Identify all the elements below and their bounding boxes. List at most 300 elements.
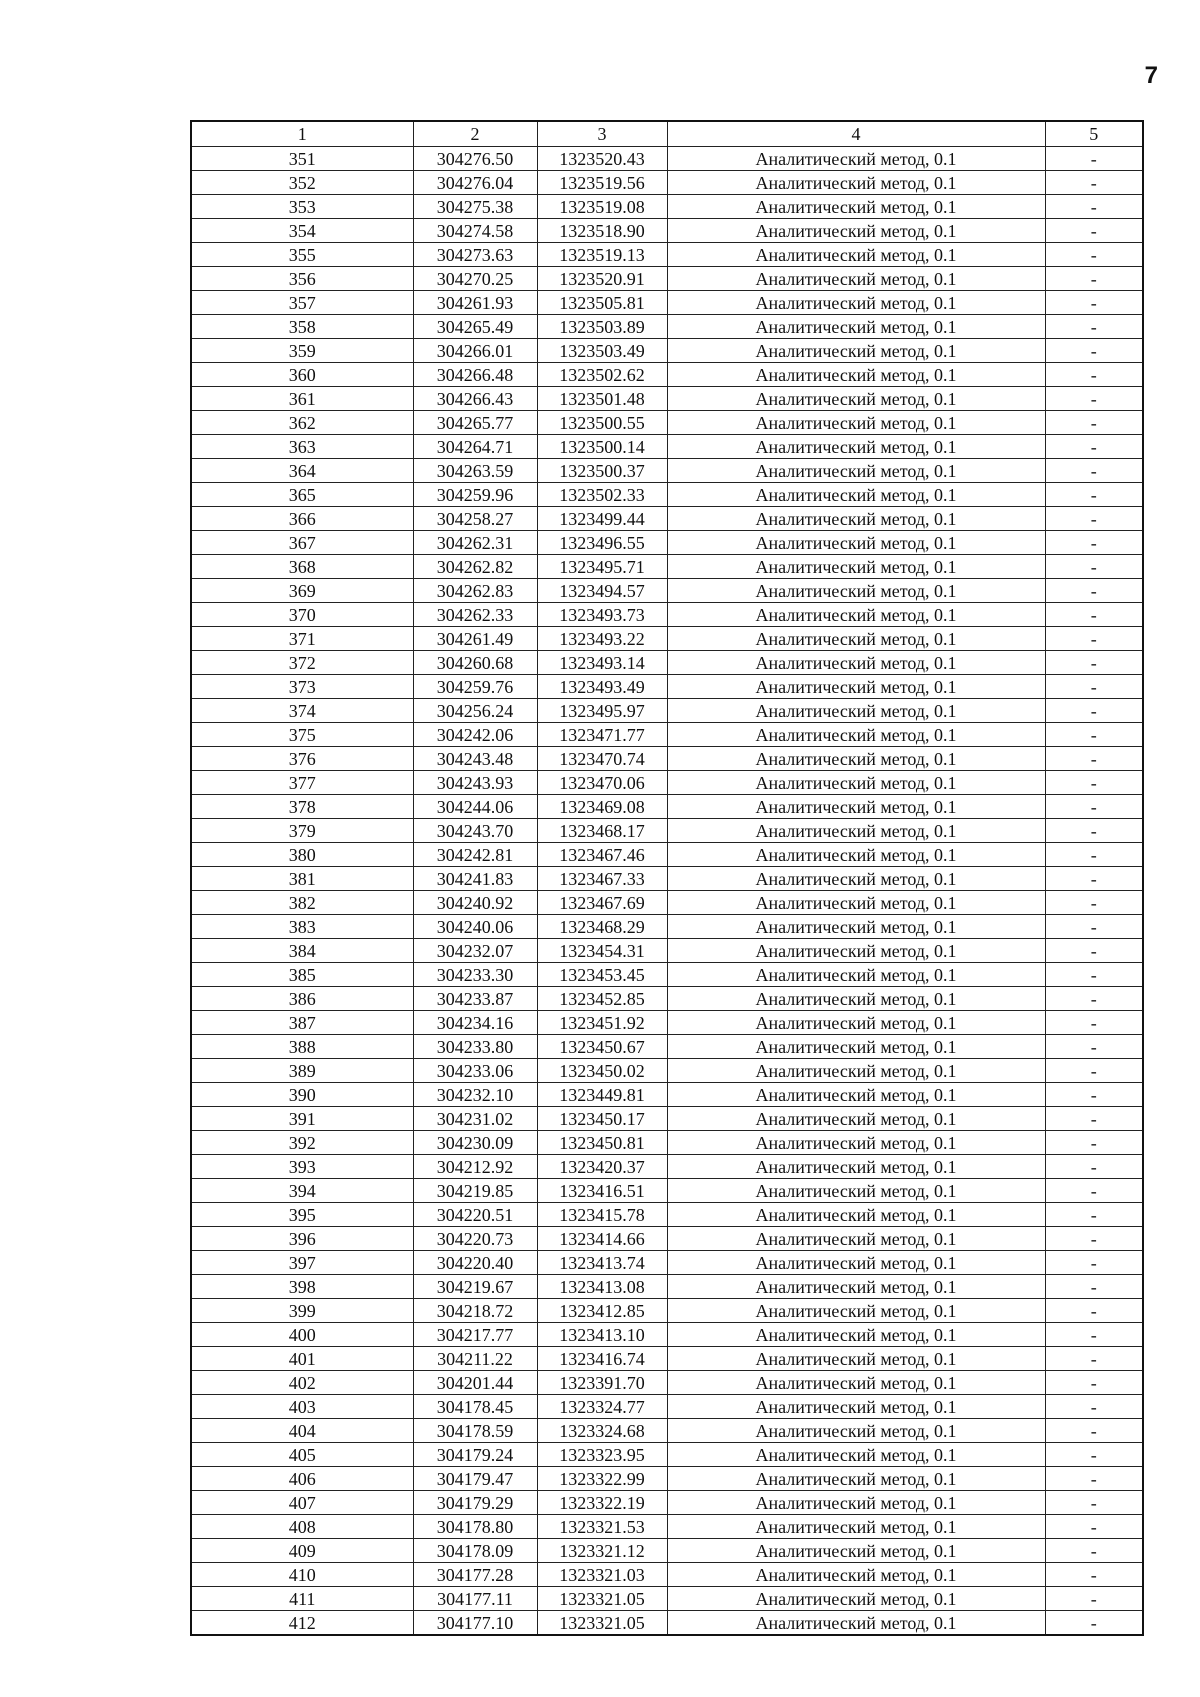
- note-cell: -: [1045, 1419, 1143, 1443]
- table-row: [191, 1323, 1143, 1347]
- note-cell: -: [1045, 291, 1143, 315]
- y-coordinate-cell: 1323321.03: [537, 1563, 667, 1587]
- table-row: [191, 723, 1143, 747]
- x-coordinate-cell: 304263.59: [413, 459, 537, 483]
- table-row: [191, 291, 1143, 315]
- note-cell: -: [1045, 1299, 1143, 1323]
- point-number-cell: 355: [191, 243, 413, 267]
- x-coordinate-cell: 304275.38: [413, 195, 537, 219]
- method-cell: Аналитический метод, 0.1: [667, 291, 1045, 315]
- note-cell: -: [1045, 939, 1143, 963]
- y-coordinate-cell: 1323452.85: [537, 987, 667, 1011]
- x-coordinate-cell: 304274.58: [413, 219, 537, 243]
- note-cell: -: [1045, 267, 1143, 291]
- method-cell: Аналитический метод, 0.1: [667, 1467, 1045, 1491]
- x-coordinate-cell: 304218.72: [413, 1299, 537, 1323]
- point-number-cell: 383: [191, 915, 413, 939]
- y-coordinate-cell: 1323471.77: [537, 723, 667, 747]
- note-cell: -: [1045, 315, 1143, 339]
- x-coordinate-cell: 304262.31: [413, 531, 537, 555]
- method-cell: Аналитический метод, 0.1: [667, 1371, 1045, 1395]
- x-coordinate-cell: 304259.76: [413, 675, 537, 699]
- method-cell: Аналитический метод, 0.1: [667, 483, 1045, 507]
- method-cell: Аналитический метод, 0.1: [667, 459, 1045, 483]
- point-number-cell: 381: [191, 867, 413, 891]
- table-row: [191, 1275, 1143, 1299]
- method-cell: Аналитический метод, 0.1: [667, 435, 1045, 459]
- column-header: 5: [1045, 121, 1143, 147]
- table-row: [191, 1371, 1143, 1395]
- table-row: [191, 675, 1143, 699]
- y-coordinate-cell: 1323502.62: [537, 363, 667, 387]
- x-coordinate-cell: 304259.96: [413, 483, 537, 507]
- y-coordinate-cell: 1323520.91: [537, 267, 667, 291]
- x-coordinate-cell: 304270.25: [413, 267, 537, 291]
- method-cell: Аналитический метод, 0.1: [667, 339, 1045, 363]
- x-coordinate-cell: 304264.71: [413, 435, 537, 459]
- y-coordinate-cell: 1323493.73: [537, 603, 667, 627]
- point-number-cell: 402: [191, 1371, 413, 1395]
- x-coordinate-cell: 304260.68: [413, 651, 537, 675]
- x-coordinate-cell: 304265.49: [413, 315, 537, 339]
- point-number-cell: 410: [191, 1563, 413, 1587]
- x-coordinate-cell: 304242.81: [413, 843, 537, 867]
- method-cell: Аналитический метод, 0.1: [667, 1611, 1045, 1636]
- note-cell: -: [1045, 147, 1143, 171]
- y-coordinate-cell: 1323496.55: [537, 531, 667, 555]
- x-coordinate-cell: 304233.06: [413, 1059, 537, 1083]
- note-cell: -: [1045, 627, 1143, 651]
- point-number-cell: 380: [191, 843, 413, 867]
- table-row: [191, 1347, 1143, 1371]
- y-coordinate-cell: 1323413.74: [537, 1251, 667, 1275]
- table-row: [191, 1299, 1143, 1323]
- point-number-cell: 406: [191, 1467, 413, 1491]
- point-number-cell: 400: [191, 1323, 413, 1347]
- point-number-cell: 403: [191, 1395, 413, 1419]
- table-row: [191, 915, 1143, 939]
- method-cell: Аналитический метод, 0.1: [667, 747, 1045, 771]
- table-row: [191, 747, 1143, 771]
- x-coordinate-cell: 304242.06: [413, 723, 537, 747]
- y-coordinate-cell: 1323450.17: [537, 1107, 667, 1131]
- y-coordinate-cell: 1323413.10: [537, 1323, 667, 1347]
- x-coordinate-cell: 304234.16: [413, 1011, 537, 1035]
- y-coordinate-cell: 1323322.19: [537, 1491, 667, 1515]
- method-cell: Аналитический метод, 0.1: [667, 195, 1045, 219]
- x-coordinate-cell: 304261.93: [413, 291, 537, 315]
- x-coordinate-cell: 304211.22: [413, 1347, 537, 1371]
- note-cell: -: [1045, 1611, 1143, 1636]
- method-cell: Аналитический метод, 0.1: [667, 1035, 1045, 1059]
- x-coordinate-cell: 304177.10: [413, 1611, 537, 1636]
- y-coordinate-cell: 1323495.71: [537, 555, 667, 579]
- y-coordinate-cell: 1323414.66: [537, 1227, 667, 1251]
- y-coordinate-cell: 1323494.57: [537, 579, 667, 603]
- table-row: [191, 387, 1143, 411]
- table-row: [191, 483, 1143, 507]
- x-coordinate-cell: 304266.01: [413, 339, 537, 363]
- note-cell: -: [1045, 1371, 1143, 1395]
- note-cell: -: [1045, 507, 1143, 531]
- note-cell: -: [1045, 1467, 1143, 1491]
- point-number-cell: 408: [191, 1515, 413, 1539]
- note-cell: -: [1045, 1179, 1143, 1203]
- table-row: [191, 963, 1143, 987]
- y-coordinate-cell: 1323416.74: [537, 1347, 667, 1371]
- note-cell: -: [1045, 867, 1143, 891]
- y-coordinate-cell: 1323499.44: [537, 507, 667, 531]
- x-coordinate-cell: 304266.43: [413, 387, 537, 411]
- column-header: 3: [537, 121, 667, 147]
- x-coordinate-cell: 304178.09: [413, 1539, 537, 1563]
- x-coordinate-cell: 304276.04: [413, 171, 537, 195]
- table-row: [191, 1443, 1143, 1467]
- x-coordinate-cell: 304243.48: [413, 747, 537, 771]
- x-coordinate-cell: 304232.10: [413, 1083, 537, 1107]
- y-coordinate-cell: 1323519.56: [537, 171, 667, 195]
- y-coordinate-cell: 1323321.05: [537, 1587, 667, 1611]
- point-number-cell: 409: [191, 1539, 413, 1563]
- table-row: [191, 1011, 1143, 1035]
- x-coordinate-cell: 304179.47: [413, 1467, 537, 1491]
- note-cell: -: [1045, 795, 1143, 819]
- note-cell: -: [1045, 1227, 1143, 1251]
- x-coordinate-cell: 304178.45: [413, 1395, 537, 1419]
- method-cell: Аналитический метод, 0.1: [667, 315, 1045, 339]
- note-cell: -: [1045, 1347, 1143, 1371]
- method-cell: Аналитический метод, 0.1: [667, 963, 1045, 987]
- note-cell: -: [1045, 1083, 1143, 1107]
- method-cell: Аналитический метод, 0.1: [667, 1395, 1045, 1419]
- x-coordinate-cell: 304212.92: [413, 1155, 537, 1179]
- note-cell: -: [1045, 243, 1143, 267]
- x-coordinate-cell: 304178.59: [413, 1419, 537, 1443]
- x-coordinate-cell: 304220.40: [413, 1251, 537, 1275]
- method-cell: Аналитический метод, 0.1: [667, 1251, 1045, 1275]
- point-number-cell: 397: [191, 1251, 413, 1275]
- y-coordinate-cell: 1323321.12: [537, 1539, 667, 1563]
- y-coordinate-cell: 1323503.89: [537, 315, 667, 339]
- y-coordinate-cell: 1323500.14: [537, 435, 667, 459]
- point-number-cell: 371: [191, 627, 413, 651]
- x-coordinate-cell: 304231.02: [413, 1107, 537, 1131]
- method-cell: Аналитический метод, 0.1: [667, 1107, 1045, 1131]
- x-coordinate-cell: 304262.83: [413, 579, 537, 603]
- note-cell: -: [1045, 651, 1143, 675]
- method-cell: Аналитический метод, 0.1: [667, 1299, 1045, 1323]
- point-number-cell: 362: [191, 411, 413, 435]
- note-cell: -: [1045, 1491, 1143, 1515]
- method-cell: Аналитический метод, 0.1: [667, 507, 1045, 531]
- point-number-cell: 388: [191, 1035, 413, 1059]
- note-cell: -: [1045, 1131, 1143, 1155]
- y-coordinate-cell: 1323467.69: [537, 891, 667, 915]
- y-coordinate-cell: 1323502.33: [537, 483, 667, 507]
- x-coordinate-cell: 304220.51: [413, 1203, 537, 1227]
- point-number-cell: 375: [191, 723, 413, 747]
- column-header: 2: [413, 121, 537, 147]
- point-number-cell: 369: [191, 579, 413, 603]
- point-number-cell: 353: [191, 195, 413, 219]
- x-coordinate-cell: 304265.77: [413, 411, 537, 435]
- point-number-cell: 387: [191, 1011, 413, 1035]
- y-coordinate-cell: 1323420.37: [537, 1155, 667, 1179]
- point-number-cell: 405: [191, 1443, 413, 1467]
- note-cell: -: [1045, 1323, 1143, 1347]
- note-cell: -: [1045, 411, 1143, 435]
- method-cell: Аналитический метод, 0.1: [667, 171, 1045, 195]
- note-cell: -: [1045, 1395, 1143, 1419]
- y-coordinate-cell: 1323493.22: [537, 627, 667, 651]
- note-cell: -: [1045, 819, 1143, 843]
- table-row: [191, 147, 1143, 171]
- table-header-row: [191, 121, 1143, 147]
- method-cell: Аналитический метод, 0.1: [667, 795, 1045, 819]
- y-coordinate-cell: 1323453.45: [537, 963, 667, 987]
- y-coordinate-cell: 1323468.17: [537, 819, 667, 843]
- table-row: [191, 1035, 1143, 1059]
- point-number-cell: 356: [191, 267, 413, 291]
- method-cell: Аналитический метод, 0.1: [667, 771, 1045, 795]
- table-row: [191, 1467, 1143, 1491]
- note-cell: -: [1045, 363, 1143, 387]
- x-coordinate-cell: 304217.77: [413, 1323, 537, 1347]
- note-cell: -: [1045, 1203, 1143, 1227]
- point-number-cell: 354: [191, 219, 413, 243]
- page-number: 7: [1144, 62, 1158, 89]
- y-coordinate-cell: 1323467.46: [537, 843, 667, 867]
- point-number-cell: 357: [191, 291, 413, 315]
- table-row: [191, 219, 1143, 243]
- y-coordinate-cell: 1323413.08: [537, 1275, 667, 1299]
- table-row: [191, 1587, 1143, 1611]
- table-row: [191, 795, 1143, 819]
- point-number-cell: 372: [191, 651, 413, 675]
- note-cell: -: [1045, 1011, 1143, 1035]
- note-cell: -: [1045, 771, 1143, 795]
- table-row: [191, 1107, 1143, 1131]
- method-cell: Аналитический метод, 0.1: [667, 531, 1045, 555]
- table-row: [191, 579, 1143, 603]
- y-coordinate-cell: 1323450.02: [537, 1059, 667, 1083]
- point-number-cell: 391: [191, 1107, 413, 1131]
- method-cell: Аналитический метод, 0.1: [667, 843, 1045, 867]
- note-cell: -: [1045, 531, 1143, 555]
- table-row: [191, 459, 1143, 483]
- point-number-cell: 368: [191, 555, 413, 579]
- method-cell: Аналитический метод, 0.1: [667, 363, 1045, 387]
- note-cell: -: [1045, 1107, 1143, 1131]
- method-cell: Аналитический метод, 0.1: [667, 915, 1045, 939]
- x-coordinate-cell: 304243.93: [413, 771, 537, 795]
- y-coordinate-cell: 1323324.77: [537, 1395, 667, 1419]
- method-cell: Аналитический метод, 0.1: [667, 867, 1045, 891]
- note-cell: -: [1045, 1035, 1143, 1059]
- y-coordinate-cell: 1323500.37: [537, 459, 667, 483]
- method-cell: Аналитический метод, 0.1: [667, 1059, 1045, 1083]
- note-cell: -: [1045, 1515, 1143, 1539]
- table-row: [191, 771, 1143, 795]
- table-row: [191, 843, 1143, 867]
- method-cell: Аналитический метод, 0.1: [667, 627, 1045, 651]
- point-number-cell: 392: [191, 1131, 413, 1155]
- method-cell: Аналитический метод, 0.1: [667, 555, 1045, 579]
- note-cell: -: [1045, 1443, 1143, 1467]
- y-coordinate-cell: 1323450.81: [537, 1131, 667, 1155]
- point-number-cell: 385: [191, 963, 413, 987]
- x-coordinate-cell: 304233.30: [413, 963, 537, 987]
- method-cell: Аналитический метод, 0.1: [667, 147, 1045, 171]
- table-row: [191, 435, 1143, 459]
- y-coordinate-cell: 1323323.95: [537, 1443, 667, 1467]
- x-coordinate-cell: 304178.80: [413, 1515, 537, 1539]
- y-coordinate-cell: 1323324.68: [537, 1419, 667, 1443]
- table-row: [191, 1395, 1143, 1419]
- note-cell: -: [1045, 1275, 1143, 1299]
- y-coordinate-cell: 1323321.53: [537, 1515, 667, 1539]
- table-row: [191, 939, 1143, 963]
- table-row: [191, 1515, 1143, 1539]
- point-number-cell: 374: [191, 699, 413, 723]
- method-cell: Аналитический метод, 0.1: [667, 1419, 1045, 1443]
- table-row: [191, 1155, 1143, 1179]
- point-number-cell: 361: [191, 387, 413, 411]
- y-coordinate-cell: 1323467.33: [537, 867, 667, 891]
- x-coordinate-cell: 304262.33: [413, 603, 537, 627]
- method-cell: Аналитический метод, 0.1: [667, 1587, 1045, 1611]
- method-cell: Аналитический метод, 0.1: [667, 1179, 1045, 1203]
- x-coordinate-cell: 304240.92: [413, 891, 537, 915]
- point-number-cell: 407: [191, 1491, 413, 1515]
- x-coordinate-cell: 304179.29: [413, 1491, 537, 1515]
- table-row: [191, 531, 1143, 555]
- method-cell: Аналитический метод, 0.1: [667, 1563, 1045, 1587]
- note-cell: -: [1045, 219, 1143, 243]
- method-cell: Аналитический метод, 0.1: [667, 699, 1045, 723]
- point-number-cell: 390: [191, 1083, 413, 1107]
- x-coordinate-cell: 304243.70: [413, 819, 537, 843]
- y-coordinate-cell: 1323451.92: [537, 1011, 667, 1035]
- x-coordinate-cell: 304177.11: [413, 1587, 537, 1611]
- note-cell: -: [1045, 603, 1143, 627]
- y-coordinate-cell: 1323505.81: [537, 291, 667, 315]
- table-row: [191, 1251, 1143, 1275]
- point-number-cell: 359: [191, 339, 413, 363]
- method-cell: Аналитический метод, 0.1: [667, 675, 1045, 699]
- method-cell: Аналитический метод, 0.1: [667, 939, 1045, 963]
- method-cell: Аналитический метод, 0.1: [667, 1515, 1045, 1539]
- point-number-cell: 394: [191, 1179, 413, 1203]
- y-coordinate-cell: 1323519.13: [537, 243, 667, 267]
- table-row: [191, 363, 1143, 387]
- table-row: [191, 195, 1143, 219]
- method-cell: Аналитический метод, 0.1: [667, 723, 1045, 747]
- table-row: [191, 1059, 1143, 1083]
- x-coordinate-cell: 304220.73: [413, 1227, 537, 1251]
- x-coordinate-cell: 304230.09: [413, 1131, 537, 1155]
- note-cell: -: [1045, 579, 1143, 603]
- point-number-cell: 396: [191, 1227, 413, 1251]
- method-cell: Аналитический метод, 0.1: [667, 1539, 1045, 1563]
- x-coordinate-cell: 304233.80: [413, 1035, 537, 1059]
- method-cell: Аналитический метод, 0.1: [667, 891, 1045, 915]
- table-row: [191, 651, 1143, 675]
- table-row: [191, 171, 1143, 195]
- note-cell: -: [1045, 483, 1143, 507]
- y-coordinate-cell: 1323493.49: [537, 675, 667, 699]
- point-number-cell: 373: [191, 675, 413, 699]
- method-cell: Аналитический метод, 0.1: [667, 1323, 1045, 1347]
- y-coordinate-cell: 1323468.29: [537, 915, 667, 939]
- y-coordinate-cell: 1323503.49: [537, 339, 667, 363]
- note-cell: -: [1045, 1155, 1143, 1179]
- x-coordinate-cell: 304258.27: [413, 507, 537, 531]
- y-coordinate-cell: 1323500.55: [537, 411, 667, 435]
- point-number-cell: 386: [191, 987, 413, 1011]
- table-row: [191, 603, 1143, 627]
- point-number-cell: 370: [191, 603, 413, 627]
- x-coordinate-cell: 304177.28: [413, 1563, 537, 1587]
- x-coordinate-cell: 304201.44: [413, 1371, 537, 1395]
- column-header: 1: [191, 121, 413, 147]
- table-row: [191, 1131, 1143, 1155]
- y-coordinate-cell: 1323520.43: [537, 147, 667, 171]
- point-number-cell: 401: [191, 1347, 413, 1371]
- y-coordinate-cell: 1323493.14: [537, 651, 667, 675]
- table-row: [191, 867, 1143, 891]
- y-coordinate-cell: 1323449.81: [537, 1083, 667, 1107]
- column-header: 4: [667, 121, 1045, 147]
- table-row: [191, 699, 1143, 723]
- method-cell: Аналитический метод, 0.1: [667, 603, 1045, 627]
- point-number-cell: 364: [191, 459, 413, 483]
- note-cell: -: [1045, 891, 1143, 915]
- y-coordinate-cell: 1323412.85: [537, 1299, 667, 1323]
- y-coordinate-cell: 1323321.05: [537, 1611, 667, 1636]
- note-cell: -: [1045, 699, 1143, 723]
- note-cell: -: [1045, 1251, 1143, 1275]
- point-number-cell: 404: [191, 1419, 413, 1443]
- y-coordinate-cell: 1323518.90: [537, 219, 667, 243]
- x-coordinate-cell: 304256.24: [413, 699, 537, 723]
- point-number-cell: 376: [191, 747, 413, 771]
- table-row: [191, 315, 1143, 339]
- y-coordinate-cell: 1323470.06: [537, 771, 667, 795]
- point-number-cell: 351: [191, 147, 413, 171]
- method-cell: Аналитический метод, 0.1: [667, 1203, 1045, 1227]
- table-row: [191, 243, 1143, 267]
- y-coordinate-cell: 1323469.08: [537, 795, 667, 819]
- note-cell: -: [1045, 171, 1143, 195]
- method-cell: Аналитический метод, 0.1: [667, 243, 1045, 267]
- x-coordinate-cell: 304241.83: [413, 867, 537, 891]
- table-body: [191, 147, 1143, 1636]
- point-number-cell: 365: [191, 483, 413, 507]
- method-cell: Аналитический метод, 0.1: [667, 387, 1045, 411]
- note-cell: -: [1045, 1539, 1143, 1563]
- method-cell: Аналитический метод, 0.1: [667, 411, 1045, 435]
- method-cell: Аналитический метод, 0.1: [667, 267, 1045, 291]
- note-cell: -: [1045, 459, 1143, 483]
- point-number-cell: 363: [191, 435, 413, 459]
- note-cell: -: [1045, 843, 1143, 867]
- point-number-cell: 360: [191, 363, 413, 387]
- x-coordinate-cell: 304232.07: [413, 939, 537, 963]
- y-coordinate-cell: 1323415.78: [537, 1203, 667, 1227]
- note-cell: -: [1045, 723, 1143, 747]
- point-number-cell: 384: [191, 939, 413, 963]
